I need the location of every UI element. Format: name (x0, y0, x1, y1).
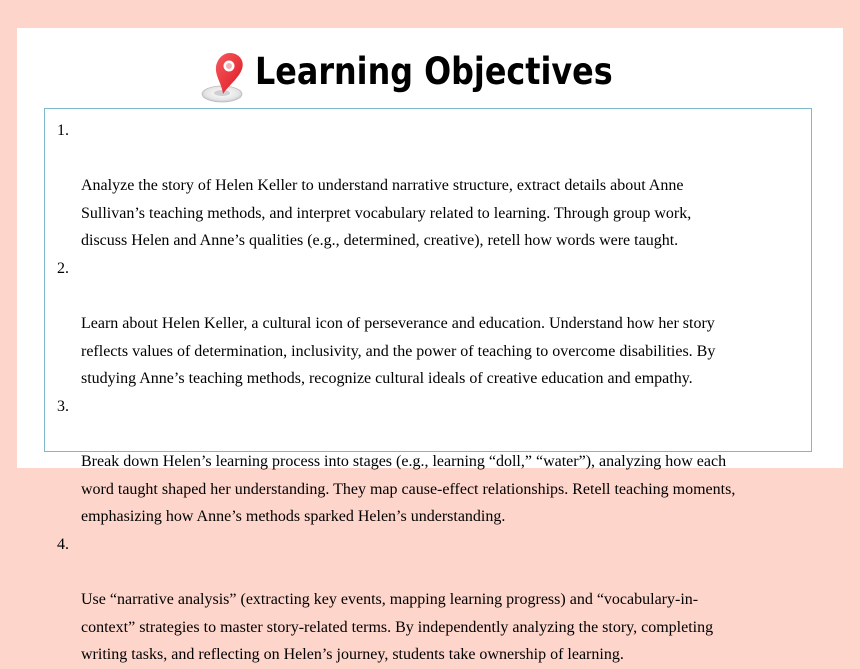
location-pin-icon (200, 50, 250, 104)
list-item (49, 531, 807, 669)
slide (17, 28, 843, 664)
list-item-number: 1. (57, 122, 69, 139)
objectives-list (49, 117, 807, 669)
list-item-text: Use “narrative analysis” (extracting key events, mapping learning progress) and “vocabulary-in- context” strategies to master story-related terms. By independently analyzing the story, completing writing tasks, and reflecting on Helen’s journey, students take ownership of learning. (81, 591, 714, 664)
title-row (17, 46, 843, 106)
list-item (49, 117, 807, 255)
list-item-number: 3. (57, 397, 69, 415)
list-item-number: 4. (57, 535, 69, 553)
list-item-text: Learn about Helen Keller, a cultural icon of perseverance and education. Understand how her story reflects values of determination, inclusivity, and the power of teaching to overcome disabilities. By studying Anne’s teaching methods, recognize cultural ideals of creative education and empathy. (81, 315, 716, 388)
list-item-text: Break down Helen’s learning process into stages (e.g., learning “doll,” “water”), analyzing how each word taught shaped her understanding. They map cause-effect relationships. Retell teaching moments, emphasizing how Anne’s methods sparked Helen’s understanding. (81, 453, 736, 526)
list-item (49, 393, 807, 531)
objectives-box (44, 108, 812, 664)
page-title: Learning Objectives (255, 50, 613, 93)
list-item-number: 2. (57, 259, 69, 277)
list-item (49, 255, 807, 393)
list-item-text: Analyze the story of Helen Keller to understand narrative structure, extract details about Anne Sullivan’s teaching methods, and interpret vocabulary related to learning. Through group work, discuss Helen and Anne’s qualities (e.g., determined, creative), retell how words were taught. (81, 177, 692, 250)
